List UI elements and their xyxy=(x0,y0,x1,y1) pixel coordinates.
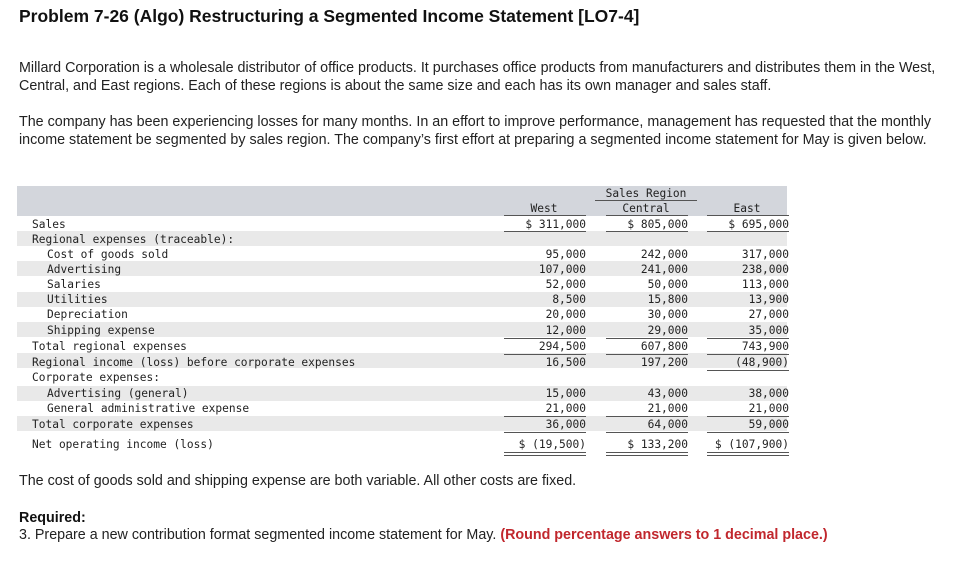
cell-shipping-west: 12,000 xyxy=(545,324,586,337)
column-header-rule xyxy=(707,215,789,216)
cell-utilities-central: 15,800 xyxy=(647,293,688,306)
cell-rule xyxy=(707,231,789,232)
cell-sales-central: $ 805,000 xyxy=(627,218,688,231)
column-header-rule xyxy=(606,215,688,216)
row-label-shipping-expense: Shipping expense xyxy=(47,324,155,337)
cell-regional-income-central: 197,200 xyxy=(640,356,688,369)
column-header-east: East xyxy=(733,202,761,215)
row-label-corporate-expenses: Corporate expenses: xyxy=(32,371,160,384)
cell-total-regional-central: 607,800 xyxy=(640,340,688,353)
row-label-general-administrative: General administrative expense xyxy=(47,402,250,415)
cell-net-income-east: $ (107,900) xyxy=(714,438,789,451)
cell-cogs-east: 317,000 xyxy=(741,248,789,261)
cell-salaries-west: 52,000 xyxy=(545,278,586,291)
cell-utilities-east: 13,900 xyxy=(748,293,789,306)
cell-gen-admin-central: 21,000 xyxy=(647,402,688,415)
column-header-central: Central xyxy=(622,202,670,215)
rounding-instruction: (Round percentage answers to 1 decimal place.) xyxy=(500,527,828,543)
double-underline xyxy=(504,452,586,456)
intro-paragraph-2: The company has been experiencing losses for many months. In an effort to improve performance, management has requested that the monthly income statement be segmented by sales region. The company’s first effort at preparing a segmented income statement for May is given below. xyxy=(19,114,932,148)
cell-rule xyxy=(504,231,586,232)
cell-rule xyxy=(504,432,586,433)
cell-gen-admin-west: 21,000 xyxy=(545,402,586,415)
cell-rule xyxy=(707,432,789,433)
cell-cogs-central: 242,000 xyxy=(640,248,688,261)
cost-behavior-note: The cost of goods sold and shipping expense are both variable. All other costs are fixed. xyxy=(19,473,577,489)
cell-rule xyxy=(606,231,688,232)
required-instruction-text: 3. Prepare a new contribution format segmented income statement for May. xyxy=(19,527,497,543)
row-label-salaries: Salaries xyxy=(47,278,101,291)
row-label-advertising-general: Advertising (general) xyxy=(47,387,189,400)
row-label-advertising: Advertising xyxy=(47,263,122,276)
column-header-rule xyxy=(504,215,586,216)
cell-advertising-central: 241,000 xyxy=(640,263,688,276)
row-label-cost-of-goods-sold: Cost of goods sold xyxy=(47,248,169,261)
row-label-regional-income: Regional income (loss) before corporate expenses xyxy=(32,356,356,369)
cell-advertising-west: 107,000 xyxy=(538,263,586,276)
cell-total-corporate-east: 59,000 xyxy=(748,418,789,431)
cell-cogs-west: 95,000 xyxy=(545,248,586,261)
cell-total-corporate-west: 36,000 xyxy=(545,418,586,431)
cell-advertising-east: 238,000 xyxy=(741,263,789,276)
double-underline xyxy=(707,452,789,456)
cell-total-regional-west: 294,500 xyxy=(538,340,586,353)
cell-depreciation-west: 20,000 xyxy=(545,308,586,321)
cell-sales-east: $ 695,000 xyxy=(728,218,789,231)
required-heading: Required: xyxy=(19,510,86,526)
cell-salaries-central: 50,000 xyxy=(647,278,688,291)
cell-regional-income-west: 16,500 xyxy=(545,356,586,369)
cell-shipping-east: 35,000 xyxy=(748,324,789,337)
cell-net-income-west: $ (19,500) xyxy=(518,438,586,451)
cell-adv-general-west: 15,000 xyxy=(545,387,586,400)
cell-shipping-central: 29,000 xyxy=(647,324,688,337)
cell-gen-admin-east: 21,000 xyxy=(748,402,789,415)
double-underline xyxy=(606,452,688,456)
intro-paragraph-1: Millard Corporation is a wholesale distributor of office products. It purchases office products from manufacturers and distributes them in the West, Central, and East regions. Each of these regions is about the same size and each has its own manager and sales staff. xyxy=(19,60,936,94)
segmented-income-statement-table xyxy=(17,186,787,456)
cell-depreciation-central: 30,000 xyxy=(647,308,688,321)
cell-salaries-east: 113,000 xyxy=(741,278,789,291)
row-label-depreciation: Depreciation xyxy=(47,308,128,321)
problem-title: Problem 7-26 (Algo) Restructuring a Segmented Income Statement [LO7-4] xyxy=(19,6,640,26)
row-label-total-regional-expenses: Total regional expenses xyxy=(32,340,187,353)
required-instruction xyxy=(19,527,828,543)
row-label-utilities: Utilities xyxy=(47,293,108,306)
cell-total-regional-east: 743,900 xyxy=(741,340,789,353)
cell-net-income-central: $ 133,200 xyxy=(627,438,688,451)
cell-rule xyxy=(707,370,789,371)
cell-adv-general-east: 38,000 xyxy=(748,387,789,400)
row-label-sales: Sales xyxy=(32,218,66,231)
row-label-total-corporate-expenses: Total corporate expenses xyxy=(32,418,194,431)
cell-sales-west: $ 311,000 xyxy=(525,218,586,231)
cell-adv-general-central: 43,000 xyxy=(647,387,688,400)
row-label-net-operating-income: Net operating income (loss) xyxy=(32,438,214,451)
sales-region-header: Sales Region xyxy=(605,187,687,200)
cell-rule xyxy=(606,432,688,433)
cell-regional-income-east: (48,900) xyxy=(735,356,789,369)
row-label-regional-expenses: Regional expenses (traceable): xyxy=(32,233,235,246)
cell-total-corporate-central: 64,000 xyxy=(647,418,688,431)
column-header-west: West xyxy=(530,202,558,215)
cell-depreciation-east: 27,000 xyxy=(748,308,789,321)
cell-utilities-west: 8,500 xyxy=(552,293,586,306)
